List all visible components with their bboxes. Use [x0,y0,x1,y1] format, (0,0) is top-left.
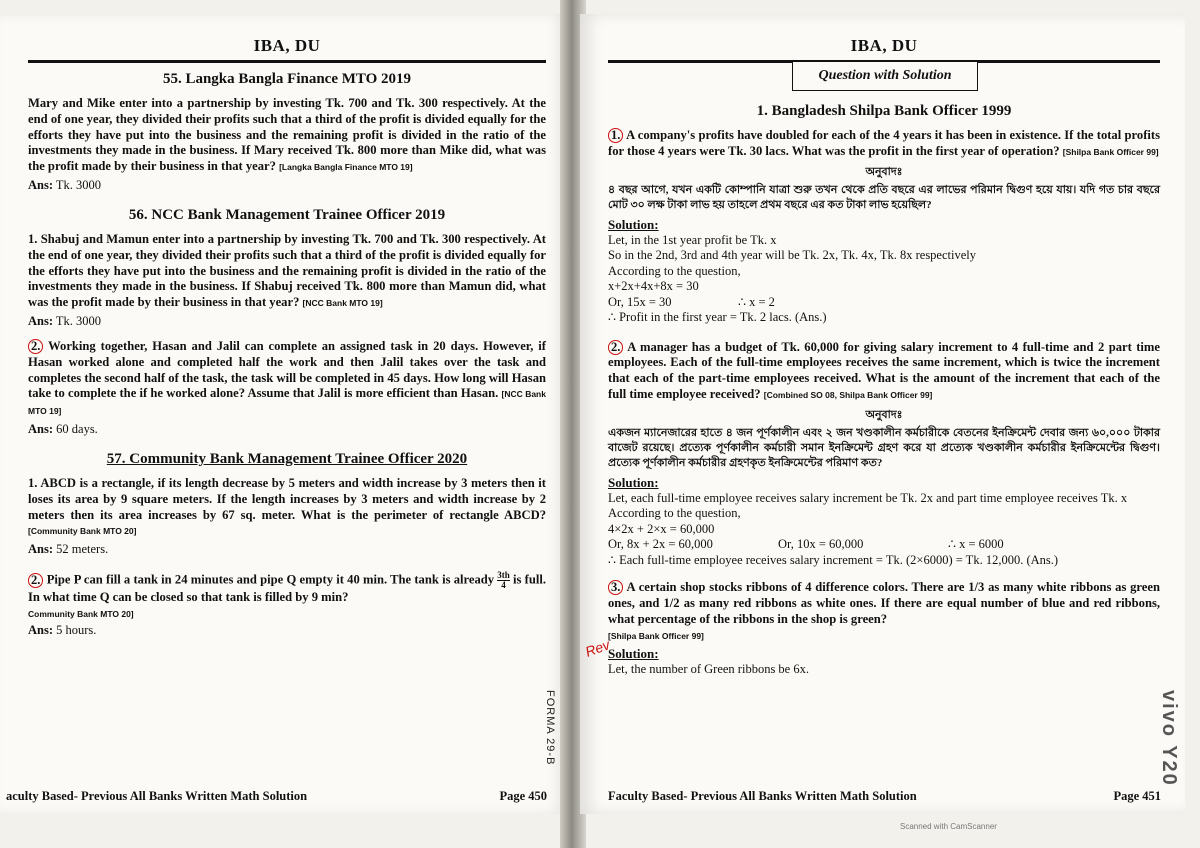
left-page-header: IBA, DU [253,36,321,55]
question-body: A manager has a budget of Tk. 60,000 for giving salary increment to 4 full-time and 2 part time employees. Each of the full-time employees receives the same increment, which is twice the increment that each of the part-time employees received. What is the amount of the increment that each of the full time employee received? [608,339,1160,401]
answer-value: Tk. 3000 [55,177,102,192]
page-number: Page 450 [499,789,547,803]
page-number: Page 451 [1113,789,1161,803]
question-source: [NCC Bank MTO 19] [302,298,383,309]
question-body: 1. Shabuj and Mamun enter into a partnership by investing Tk. 700 and Tk. 300 respectively. At the end of one year, they divided their profits such that a third of the profit is divided equally for the efforts they have put into the business and the remaining profit is divided in the ratio of the investments they made in the business. If Shabuj received Tk. 800 more than Mamun did, what was the profit made by their business in that year? [28,231,546,310]
question-text [608,580,1160,644]
circled-number: 2. [608,340,623,355]
answer-label: Ans: [28,177,54,192]
question-text [608,128,1160,161]
solution-step: ∴ x = 2 [738,294,775,309]
answer-line [28,623,546,638]
solution-line: Let, in the 1st year profit be Tk. x [608,232,777,247]
circled-number: 2. [28,339,43,354]
section-title: 56. NCC Bank Management Trainee Officer 2019 [128,206,446,223]
solution-line: x+2x+4x+8x = 30 [608,279,699,294]
question-source: [Community Bank MTO 20] [28,526,137,537]
question-body: 1. ABCD is a rectangle, if its length decrease by 5 meters and width increase by 3 meters then it loses its area by 9 square meters. If the length increases by 3 meters and width increase by 2 meters then its area increases by 67 sq. meter. What is the perimeter of rectangle ABCD? [28,475,546,522]
answer-label: Ans: [28,313,54,328]
question-text [28,96,546,176]
fraction [497,571,510,590]
circled-number: 1. [608,128,623,143]
right-page [580,14,1185,814]
solution-line: Let, each full-time employee receives salary increment be Tk. 2x and part time employee receives Tk. x [608,490,1128,505]
solution-line: 4×2x + 2×x = 60,000 [608,521,715,536]
circled-number: 2. [28,573,43,588]
solution-row [608,295,1160,311]
question-text [608,340,1160,404]
right-page-header: IBA, DU [850,36,918,55]
footer-title: aculty Based- Previous All Banks Written Math Solution [6,789,308,803]
question-source: [Shilpa Bank Officer 99] [608,630,704,641]
translation-label: অনুবাদঃ [865,165,903,178]
question-body: Working together, Hasan and Jalil can complete an assigned task in 20 days. However, if Hasan worked alone and completed half the work and then Jalil takes over the task and completes the second half of the task, the task will be completed in 45 days. How long will Hasan take to complete the if he worked alone? Assume that Jalil is more efficient than Hasan. [28,338,546,401]
answer-line [28,314,546,329]
solution-step: Or, 8x + 2x = 60,000 [608,537,713,552]
question-text [28,476,546,540]
question-source: [Shilpa Bank Officer 99] [1062,146,1159,157]
scanner-note: Scanned with CamScanner [900,822,997,831]
translation-label: অনুবাদঃ [865,408,903,421]
answer-line [28,542,546,557]
solution-line: Let, the number of Green ribbons be 6x. [608,662,809,677]
solution-line: According to the question, [608,506,741,521]
translation-text: একজন ম্যানেজারের হাতে ৪ জন পূর্ণকালীন এবং ২ জন খণ্ডকালীন কর্মচারীকে বেতনের ইনক্রিমেন্ট দেবার জন্য ৬০,০০০ টাকার বাজেট রয়েছে। প্রত্যেক পূর্ণকালীন কর্মচারী সমান ইনক্রিমেন্ট গ্রহণ করে যা প্রত্যেক খণ্ডকালীন কর্মচারীর ইনক্রিমেন্টের দ্বিগুণ। প্রত্যেক পূর্ণকালীন কর্মচারীর গ্রহণকৃত ইনক্রিমেন্টের পরিমাণ কত? [608,426,1160,469]
left-page-footer [0,789,565,804]
gutter-label: FORMA 29-B [544,690,556,766]
answer-value: Tk. 3000 [55,313,102,328]
solution-final: ∴ Profit in the first year = Tk. 2 lacs. (Ans.) [608,310,827,325]
solution-heading: Solution: [608,216,659,232]
answer-label: Ans: [28,622,54,637]
answer-value: 5 hours. [56,622,97,637]
answer-line [28,178,546,193]
solution-heading: Solution: [608,646,659,662]
right-page-footer [580,789,1185,804]
answer-label: Ans: [28,542,54,557]
translation-text: ৪ বছর আগে, যখন একটি কোম্পানি যাত্রা শুরু তখন থেকে প্রতি বছরে এর লাভের পরিমান দ্বিগুণ হয়ে যায়। যদি গত চার বছরে মোট ৩০ লক্ষ টাকা লাভ হয় তাহলে প্রথম বছরে এর কত টাকা লাভ হয়েছিল? [608,183,1160,211]
answer-label: Ans: [28,421,54,436]
right-page-content [608,14,1160,678]
left-page-content [28,14,546,652]
question-source: [Combined SO 08, Shilpa Bank Officer 99] [763,389,933,400]
fraction-numerator: 3th [497,570,510,581]
answer-value: 52 meters. [56,542,109,557]
left-page [0,14,565,814]
answer-value: 60 days. [56,421,98,436]
section-title: 1. Bangladesh Shilpa Bank Officer 1999 [756,103,1012,119]
section-title: 55. Langka Bangla Finance MTO 2019 [162,71,412,87]
section-title: 57. Community Bank Management Trainee Officer 2020 [106,450,468,467]
solution-row [608,537,1160,553]
answer-line [28,422,546,437]
solution-step: Or, 10x = 60,000 [778,537,864,552]
question-source: [NCC Bank MTO 19] [28,389,546,417]
question-text [28,339,546,420]
question-body-continued: is full. In what time Q can be closed so that tank is filled by 9 min? [28,572,546,605]
question-text [28,571,546,623]
handwritten-note: Rev [583,636,612,660]
solution-step: Or, 15x = 30 [608,294,672,309]
fraction-denominator: 4 [501,580,506,591]
question-body: Pipe P can fill a tank in 24 minutes and pipe Q empty it 40 min. The tank is already [46,572,495,587]
question-body: A certain shop stocks ribbons of 4 difference colors. There are 1/3 as many white ribbons as green ones, and 1/2 as many red ribbons as white ones. If there are equal number of blue and red ribbons, what percentage of the ribbons in the shop is green? [608,580,1160,626]
camera-watermark: vivo Y20 [1158,690,1180,787]
footer-title: Faculty Based- Previous All Banks Written Math Solution [608,789,917,803]
question-source: [Langka Bangla Finance MTO 19] [279,162,413,173]
solution-final: ∴ Each full-time employee receives salary increment = Tk. (2×6000) = Tk. 12,000. (Ans.) [608,552,1059,567]
question-source: Community Bank MTO 20] [28,608,134,619]
solution-step: ∴ x = 6000 [948,537,1004,552]
solution-line: According to the question, [608,263,741,278]
section-box-title: Question with Solution [792,61,978,91]
circled-number: 3. [608,580,623,595]
solution-line: So in the 2nd, 3rd and 4th year will be Tk. 2x, Tk. 4x, Tk. 8x respectively [608,248,976,263]
question-body: A company's profits have doubled for each of the 4 years it has been in existence. If the total profits for those 4 years were Tk. 30 lacs. What was the profit in the first year of operation? [608,128,1160,158]
question-text [28,232,546,312]
question-body: Mary and Mike enter into a partnership by investing Tk. 700 and Tk. 300 respectively. At the end of one year, they divided their profits such that a third of the profit is divided equally for the efforts they have put into the business and the remaining profit is divided in the ratio of the investments they made in the business. If Mary received Tk. 800 more than Mike did, what was the profit made by their business in that year? [28,96,546,174]
header-rule [28,60,546,63]
solution-heading: Solution: [608,474,659,490]
